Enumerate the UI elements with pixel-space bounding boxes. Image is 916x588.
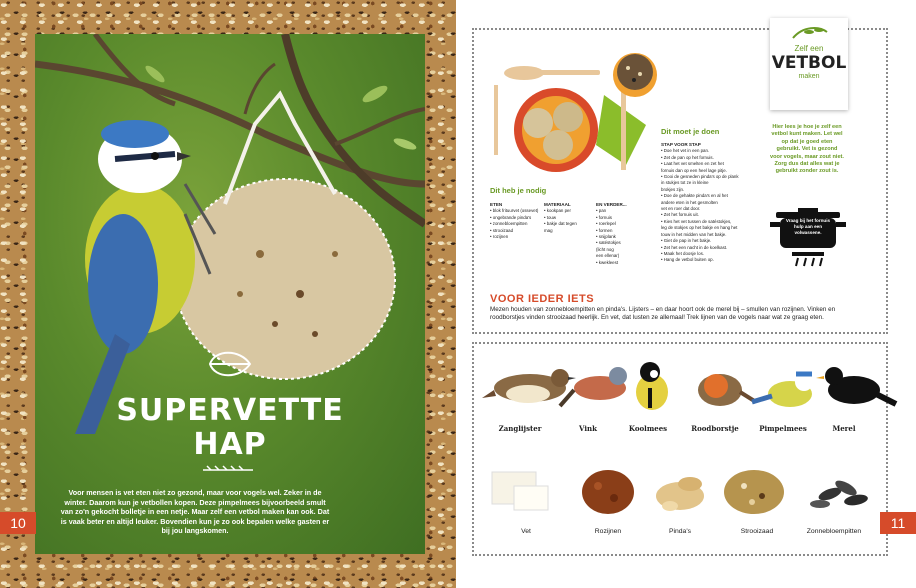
step: • Laat het vet smelten en zet het [661, 161, 724, 167]
bird-label-vink: Vink [579, 424, 597, 433]
step: andere eten in het gesmolten [661, 199, 718, 205]
vink-image [560, 367, 627, 406]
eten-item: • strooizaad [490, 227, 514, 233]
eten-item: • ongebrande pinda's [490, 214, 532, 220]
food-label-rozijnen: Rozijnen [594, 528, 622, 535]
step: • Kies het vet tussen de satéstokjes, [661, 218, 732, 224]
bird-label-roodborstje: Roodborstje [691, 424, 739, 433]
eten-title: ETEN [490, 202, 503, 207]
badge-line-3: maken [798, 73, 820, 80]
step: fornuis dan op een heel lage pitje. [661, 167, 727, 173]
materiaal-item: • touw [544, 214, 557, 220]
roodborstje-image [698, 374, 756, 406]
verder-list [596, 202, 648, 266]
vet-image [492, 472, 548, 510]
verder-item: een ellenar) [596, 253, 620, 259]
tip-text: Hier lees je hoe je zelf een vetbol kunt maken. Let wel op dat je goed eten gebruikt. Vet is gezond voor vogels, maar zout niet. Zorg dus dat alles wat je gebruikt zonder zout is. [770, 124, 844, 175]
verder-item: • satéstokjes [596, 240, 621, 246]
blue-tit-illustration [35, 34, 425, 554]
materiaal-item: • bakje dat tegen [544, 221, 577, 227]
page-number-left: 10 [0, 512, 36, 534]
step: • Doe het vet in een pan. [661, 148, 710, 154]
foods-row [484, 458, 884, 526]
step: leg de stokjes op het bakje en hang het [661, 225, 738, 231]
zanglijster-image [482, 369, 576, 403]
blue-tit-photo [35, 34, 425, 554]
step: • Gooi de gesneden pinda's op de plank [661, 174, 739, 180]
materiaal-list [544, 202, 596, 234]
verder-item: • pan [596, 208, 607, 214]
section-title: VOOR IEDER IETS [490, 293, 595, 305]
bird-label-zanglijster: Zanglijster [498, 424, 542, 433]
badge-line-1: Zelf een [794, 44, 824, 53]
verder-item: • kwekleest [596, 259, 619, 265]
food-label-vet: Vet [521, 528, 531, 535]
right-page [458, 0, 916, 588]
page-number-right: 11 [880, 512, 916, 534]
koolmees-image [636, 362, 668, 410]
step: touw in het midden van het bakje. [661, 231, 727, 237]
pimpelmees-image [752, 373, 813, 407]
food-label-strooizaad: Strooizaad [740, 528, 774, 535]
materiaal-title: MATERIAAL [544, 202, 571, 207]
step: • Giet de pap in het bakje. [661, 238, 712, 244]
bird-label-merel: Merel [832, 424, 856, 433]
verder-item: • fornuis [596, 214, 612, 220]
eten-list [490, 202, 542, 240]
title-line-2: HAP [193, 427, 267, 462]
step: • Zet het fornuis uit. [661, 212, 699, 218]
section-text: Mezen houden van zonnebloempitten en pinda's. Lijsters – en daar hoort ook de merel bij – smullen van rozijnen. Vinken en roodborstjes vinden strooizaad heerlijk. En vet, dat lusten ze allemaal! Trek lijnen van de vogels naar wat ze graag eten. [490, 306, 836, 322]
merel-image [816, 367, 896, 404]
strooizaad-image [724, 470, 784, 514]
step: • Maak het doosje los. [661, 250, 705, 256]
left-page [0, 0, 456, 588]
verder-item: • roerlepel [596, 221, 616, 227]
step: vet en roer dat door. [661, 206, 701, 212]
step: brokjes zijn. [661, 186, 685, 192]
verder-item: (licht nog [596, 246, 614, 252]
nodig-title: Dit heb je nodig [490, 186, 547, 195]
steps-list [661, 142, 761, 264]
vetbol-badge [770, 18, 848, 110]
eten-item: • blok frituurvet (ossevet) [490, 208, 539, 214]
badge-leaf-icon [770, 24, 848, 44]
step: • Zet de pan op het fornuis. [661, 154, 714, 160]
eten-item: • rozijnen [490, 234, 509, 240]
seed-bowl-photo [610, 50, 660, 100]
verder-item: • snijplank [596, 234, 616, 240]
step: • Doe de gehakte pinda's en al het [661, 193, 728, 199]
materiaal-item: • kookpan per [544, 208, 571, 214]
pot-text: Vraag bij het fornuis hulp aan een volwassene. [785, 218, 831, 235]
cooking-pot-icon [768, 206, 848, 274]
step: • Hang de vetbol buiten op. [661, 257, 714, 263]
step: • Zet het een nacht in de koelkast. [661, 244, 728, 250]
intro-text: Voor mensen is vet eten niet zo gezond, maar voor vogels wel. Zeker in de winter. Daarom kun je vetbollen kopen. Deze pimpelmees bijvoorbeeld smult van zo'n gekocht bolletje in een netje. Maar zelf een vetbol maken kan ook. Dat is vaak beter en altijd leuker. Bovendien kun je zo ook bepalen welke gasten er bij jou langskomen. [60, 488, 330, 536]
pindas-image [656, 477, 704, 511]
materiaal-item: mag [544, 227, 553, 233]
step: in stukjes tot ze in kleine [661, 180, 709, 186]
bird-label-koolmees: Koolmees [628, 424, 668, 433]
bird-label-pimpelmees: Pimpelmees [759, 424, 807, 433]
steps-title: STAP VOOR STAP [661, 142, 701, 147]
doen-title: Dit moet je doen [661, 127, 720, 136]
zonnebloempitten-image [810, 478, 869, 508]
badge-line-2: VETBOL [771, 53, 847, 73]
food-label-pindas: Pinda's [668, 528, 692, 535]
birds-row [480, 352, 900, 424]
food-label-zonnebloempitten: Zonnebloempitten [806, 528, 862, 535]
title-line-1: SUPERVETTE [116, 393, 344, 428]
verder-title: EN VERDER... [596, 202, 627, 207]
verder-item: • formen [596, 227, 613, 233]
eten-item: • zonnebloempitten [490, 221, 528, 227]
rozijnen-image [582, 470, 634, 514]
